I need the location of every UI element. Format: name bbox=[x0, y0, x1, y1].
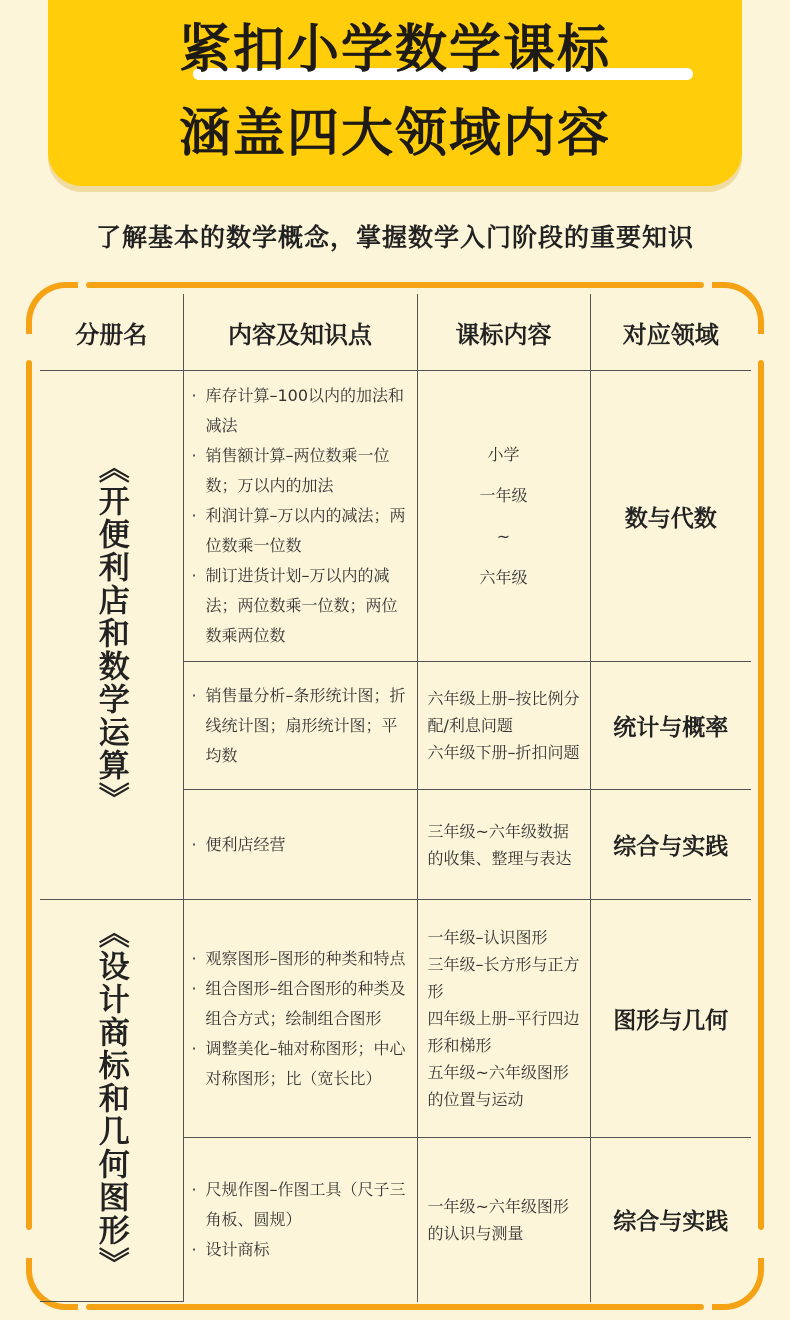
book-name-cell bbox=[40, 371, 183, 900]
subtitle: 了解基本的数学概念，掌握数学入门阶段的重要知识 bbox=[95, 223, 694, 252]
knowledge-point: · 尺规作图–作图工具（尺子三角板、圆规） bbox=[192, 1175, 411, 1235]
table-row bbox=[40, 900, 751, 1138]
table-row bbox=[40, 371, 751, 662]
page-title-line1: 紧扣小学数学课标 bbox=[178, 20, 611, 80]
standard-line: 小学 bbox=[487, 445, 520, 464]
book-name-cell bbox=[40, 900, 183, 1302]
standard-line: ~ bbox=[496, 527, 511, 546]
frame-edge bbox=[758, 360, 764, 1230]
knowledge-point: · 设计商标 bbox=[192, 1235, 411, 1265]
knowledge-points-cell bbox=[183, 900, 417, 1138]
page-title-line2: 涵盖四大领域内容 bbox=[178, 104, 611, 164]
column-header-standard: 课标内容 bbox=[417, 294, 590, 371]
knowledge-point: · 调整美化–轴对称图形；中心对称图形；比（宽长比） bbox=[192, 1034, 411, 1094]
column-header-domain: 对应领域 bbox=[590, 294, 751, 371]
standard-cell bbox=[417, 662, 590, 790]
knowledge-point: · 销售额计算–两位数乘一位数；万以内的加法 bbox=[192, 441, 411, 501]
standard-line: 四年级上册–平行四边形和梯形 bbox=[427, 1009, 580, 1055]
standard-line: 一年级–认识图形 bbox=[427, 928, 548, 947]
frame-edge bbox=[86, 1304, 704, 1310]
standard-cell bbox=[417, 790, 590, 900]
standard-line: 六年级上册–按比例分配/利息问题 bbox=[427, 689, 580, 735]
knowledge-point: · 制订进货计划–万以内的减法；两位数乘一位数；两位数乘两位数 bbox=[192, 561, 411, 651]
frame-edge bbox=[26, 360, 32, 1230]
domain-cell: 综合与实践 bbox=[590, 790, 751, 900]
domain-cell: 图形与几何 bbox=[590, 900, 751, 1138]
table-header-row bbox=[40, 294, 751, 371]
title-banner bbox=[48, 0, 742, 186]
standard-line: 五年级~六年级图形的位置与运动 bbox=[427, 1063, 569, 1109]
frame-edge bbox=[86, 282, 704, 288]
standard-line: 三年级~六年级数据的收集、整理与表达 bbox=[427, 821, 572, 868]
knowledge-point: · 组合图形–组合图形的种类及组合方式；绘制组合图形 bbox=[192, 974, 411, 1034]
knowledge-points-cell bbox=[183, 371, 417, 662]
standard-line: 一年级~六年级图形的认识与测量 bbox=[427, 1196, 569, 1243]
standard-cell bbox=[417, 1138, 590, 1302]
knowledge-points-cell bbox=[183, 1138, 417, 1302]
book-name: 《开便利店和数学运算》 bbox=[92, 451, 129, 815]
standard-line: 六年级 bbox=[479, 568, 528, 587]
knowledge-point: · 观察图形–图形的种类和特点 bbox=[192, 944, 411, 974]
standard-line: 六年级下册–折扣问题 bbox=[427, 743, 580, 762]
knowledge-point: · 利润计算–万以内的减法；两位数乘一位数 bbox=[192, 501, 411, 561]
column-header-content: 内容及知识点 bbox=[183, 294, 417, 371]
knowledge-point: · 便利店经营 bbox=[192, 830, 411, 860]
standard-cell bbox=[417, 900, 590, 1138]
knowledge-points-cell bbox=[183, 790, 417, 900]
book-name: 《设计商标和几何图形》 bbox=[92, 917, 129, 1280]
knowledge-point: · 销售量分析–条形统计图；折线统计图；扇形统计图；平均数 bbox=[192, 681, 411, 771]
knowledge-point: · 库存计算–100以内的加法和减法 bbox=[192, 381, 411, 441]
curriculum-table bbox=[40, 294, 751, 1302]
knowledge-points-cell bbox=[183, 662, 417, 790]
domain-cell: 统计与概率 bbox=[590, 662, 751, 790]
standard-line: 一年级 bbox=[479, 486, 528, 505]
domain-cell: 数与代数 bbox=[590, 371, 751, 662]
domain-cell: 综合与实践 bbox=[590, 1138, 751, 1302]
standard-line: 三年级–长方形与正方形 bbox=[427, 955, 580, 1001]
column-header-book: 分册名 bbox=[40, 294, 183, 371]
standard-cell bbox=[417, 371, 590, 662]
